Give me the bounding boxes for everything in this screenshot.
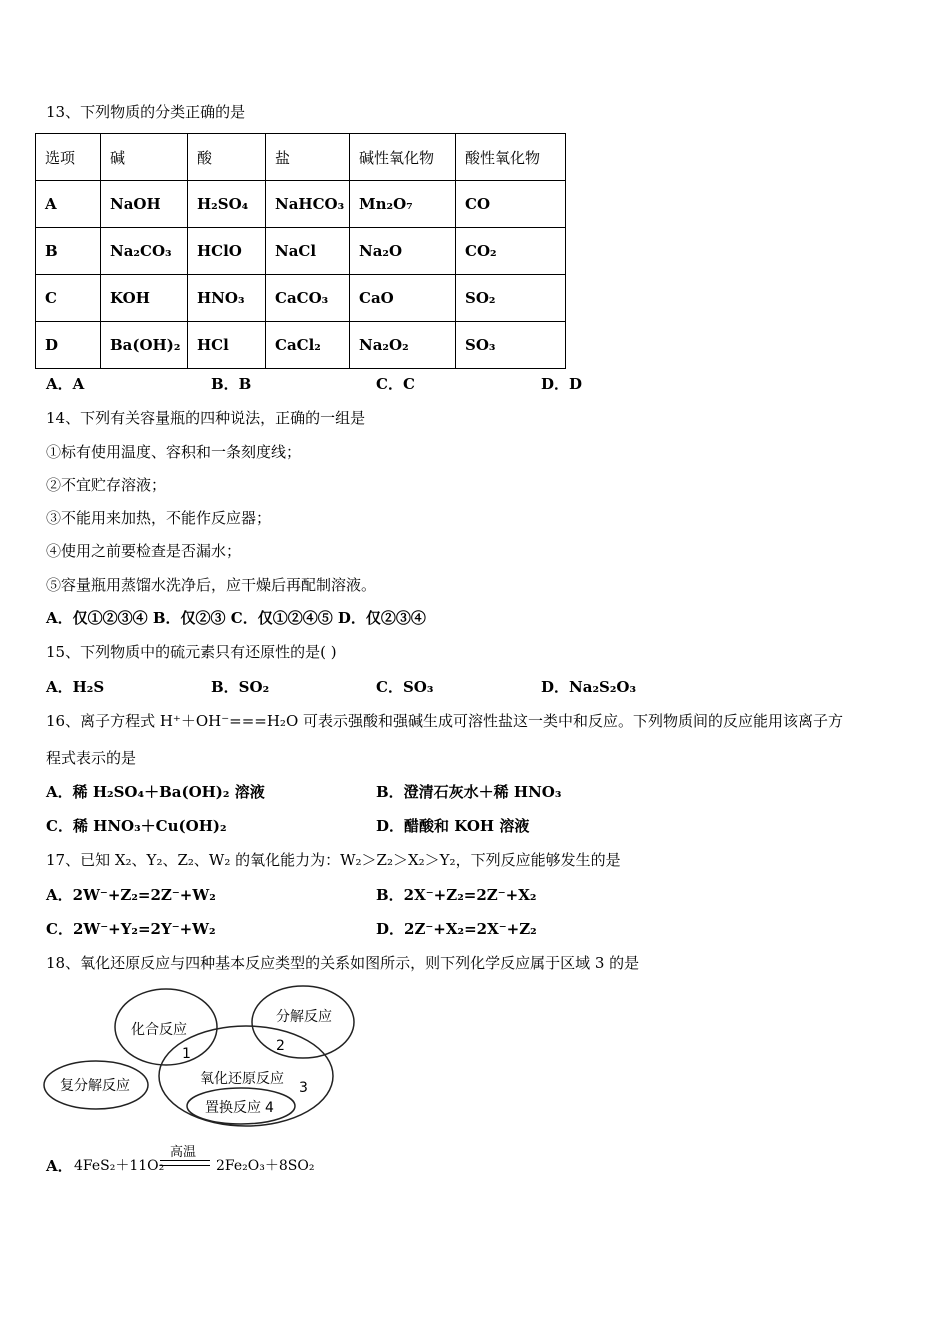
q17-title: 17、已知 X₂、Y₂、Z₂、W₂ 的氧化能力为：W₂＞Z₂＞X₂＞Y₂，下列反应能够发生的是 (46, 851, 621, 869)
table-row (36, 275, 566, 322)
table-header-row (36, 134, 566, 181)
q13-title: 13、下列物质的分类正确的是 (46, 103, 246, 121)
table-cell: CaO (350, 275, 456, 322)
header-cell: 盐 (266, 134, 350, 181)
q14-title: 14、下列有关容量瓶的四种说法，正确的一组是 (46, 409, 366, 427)
table-cell: Ba(OH)₂ (101, 322, 188, 369)
q15-option-d[interactable]: D．Na₂S₂O₃ (541, 678, 637, 696)
q13-option-a[interactable]: A．A (46, 375, 85, 393)
q18-option-a-condition: 高温 (170, 1145, 197, 1160)
decomposition-label: 分解反应 (276, 1009, 332, 1025)
table-cell: HNO₃ (188, 275, 266, 322)
table-cell: NaCl (266, 228, 350, 275)
q14-options[interactable]: A．仅①②③④ B．仅②③ C．仅①②④⑤ D．仅②③④ (46, 609, 426, 627)
q17-option-b[interactable]: B．2X⁻+Z₂=2Z⁻+X₂ (376, 886, 537, 904)
table-cell: C (36, 275, 101, 322)
table-cell: Na₂CO₃ (101, 228, 188, 275)
table-cell: SO₂ (456, 275, 566, 322)
region-1-label: 1 (182, 1046, 191, 1062)
q15-option-b[interactable]: B．SO₂ (211, 678, 270, 696)
table-cell: Na₂O₂ (350, 322, 456, 369)
classification-table (35, 133, 566, 369)
table-cell: NaOH (101, 181, 188, 228)
q16-option-d[interactable]: D．醋酸和 KOH 溶液 (376, 817, 530, 835)
region-3-label: 3 (299, 1080, 308, 1096)
table-cell: A (36, 181, 101, 228)
q15-title: 15、下列物质中的硫元素只有还原性的是( ) (46, 643, 337, 661)
q13-option-d[interactable]: D．D (541, 375, 583, 393)
table-cell: CaCl₂ (266, 322, 350, 369)
q14-statement: ⑤容量瓶用蒸馏水洗净后，应干燥后再配制溶液。 (46, 576, 377, 594)
q18-title: 18、氧化还原反应与四种基本反应类型的关系如图所示，则下列化学反应属于区域 3 的是 (46, 954, 640, 972)
q14-statement: ④使用之前要检查是否漏水； (46, 542, 242, 560)
equals-double-line (160, 1160, 210, 1166)
table-cell: D (36, 322, 101, 369)
double-replacement-label: 复分解反应 (60, 1078, 130, 1094)
table-cell: Mn₂O₇ (350, 181, 456, 228)
table-cell: NaHCO₃ (266, 181, 350, 228)
q16-option-a[interactable]: A．稀 H₂SO₄＋Ba(OH)₂ 溶液 (46, 783, 265, 801)
q15-option-c[interactable]: C．SO₃ (376, 678, 434, 696)
q18-option-a-products: 2Fe₂O₃＋8SO₂ (216, 1158, 315, 1174)
table-cell: HCl (188, 322, 266, 369)
table-cell: HClO (188, 228, 266, 275)
q16-option-c[interactable]: C．稀 HNO₃＋Cu(OH)₂ (46, 817, 227, 835)
table-cell: B (36, 228, 101, 275)
q13-option-b[interactable]: B．B (211, 375, 252, 393)
q14-statement: ②不宜贮存溶液； (46, 476, 167, 494)
header-cell: 选项 (36, 134, 101, 181)
q16-title-line1: 16、离子方程式 H⁺＋OH⁻===H₂O 可表示强酸和强碱生成可溶性盐这一类中和反应。下列物质间的反应能用该离子方 (46, 712, 844, 730)
table-row (36, 228, 566, 275)
q17-option-c[interactable]: C．2W⁻+Y₂=2Y⁻+W₂ (46, 920, 216, 938)
q18-option-a-label[interactable]: A． (46, 1157, 73, 1175)
region-4-label: 4 (265, 1100, 274, 1116)
header-cell: 碱性氧化物 (350, 134, 456, 181)
table-cell: CO (456, 181, 566, 228)
table-cell: Na₂O (350, 228, 456, 275)
q14-statement: ①标有使用温度、容积和一条刻度线； (46, 443, 302, 461)
table-cell: H₂SO₄ (188, 181, 266, 228)
table-row (36, 181, 566, 228)
table-cell: CO₂ (456, 228, 566, 275)
reaction-type-venn-diagram (40, 982, 370, 1132)
table-cell: SO₃ (456, 322, 566, 369)
header-cell: 碱 (101, 134, 188, 181)
header-cell: 酸 (188, 134, 266, 181)
q18-option-a-reactants: 4FeS₂＋11O₂ (74, 1158, 165, 1174)
q14-statement: ③不能用来加热，不能作反应器； (46, 509, 272, 527)
q17-option-d[interactable]: D．2Z⁻+X₂=2X⁻+Z₂ (376, 920, 537, 938)
header-cell: 酸性氧化物 (456, 134, 566, 181)
combination-label: 化合反应 (131, 1022, 187, 1038)
q16-title-line2: 程式表示的是 (46, 749, 137, 767)
region-2-label: 2 (276, 1038, 285, 1054)
q16-option-b[interactable]: B．澄清石灰水＋稀 HNO₃ (376, 783, 562, 801)
table-cell: CaCO₃ (266, 275, 350, 322)
replacement-label: 置换反应 (205, 1100, 261, 1116)
table-row (36, 322, 566, 369)
table-cell: KOH (101, 275, 188, 322)
q17-option-a[interactable]: A．2W⁻+Z₂=2Z⁻+W₂ (46, 886, 216, 904)
q13-option-c[interactable]: C．C (376, 375, 415, 393)
redox-label: 氧化还原反应 (200, 1071, 284, 1087)
q15-option-a[interactable]: A．H₂S (46, 678, 105, 696)
